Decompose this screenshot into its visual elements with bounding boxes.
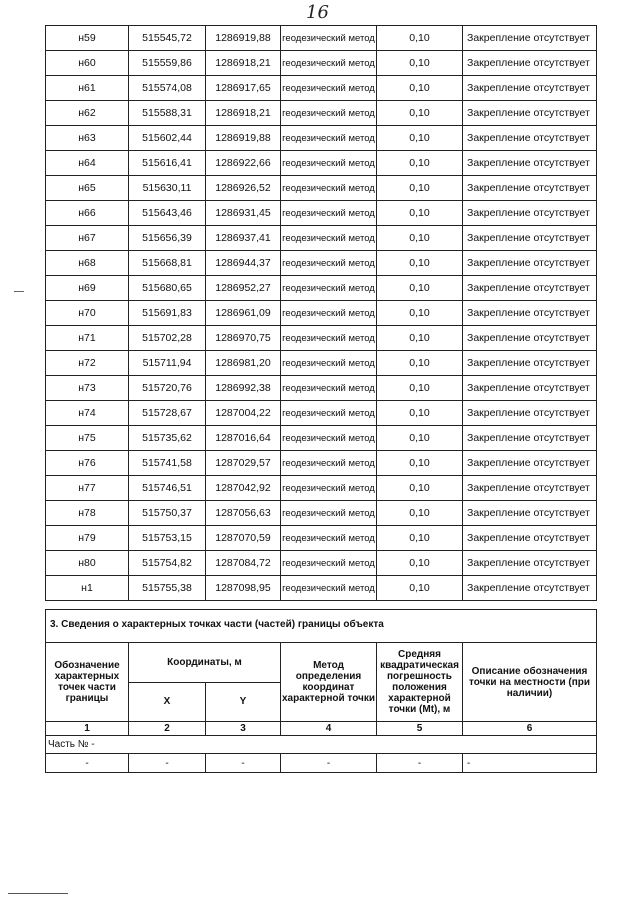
- method-cell: геодезический метод: [281, 151, 377, 176]
- coord-y: 1286919,88: [206, 126, 281, 151]
- table-row: [46, 301, 597, 326]
- column-number: 3: [206, 722, 281, 736]
- table-row: [46, 276, 597, 301]
- coord-y: 1287098,95: [206, 576, 281, 601]
- accuracy-cell: 0,10: [377, 226, 463, 251]
- point-name: н72: [46, 351, 129, 376]
- point-name: н71: [46, 326, 129, 351]
- header-method: Метод определения координат характерной точки: [281, 643, 377, 722]
- coord-x: 515741,58: [129, 451, 206, 476]
- column-numbers-row: [46, 722, 597, 736]
- description-cell: Закрепление отсутствует: [463, 151, 597, 176]
- table-cell: -: [463, 754, 597, 773]
- method-cell: геодезический метод: [281, 326, 377, 351]
- description-cell: Закрепление отсутствует: [463, 501, 597, 526]
- accuracy-cell: 0,10: [377, 101, 463, 126]
- table-row: [46, 251, 597, 276]
- coord-y: 1286917,65: [206, 76, 281, 101]
- description-cell: Закрепление отсутствует: [463, 426, 597, 451]
- coord-y: 1286970,75: [206, 326, 281, 351]
- point-name: н67: [46, 226, 129, 251]
- table-row: [46, 151, 597, 176]
- point-name: н77: [46, 476, 129, 501]
- table-row: [46, 551, 597, 576]
- point-name: н59: [46, 26, 129, 51]
- accuracy-cell: 0,10: [377, 501, 463, 526]
- coord-x: 515754,82: [129, 551, 206, 576]
- description-cell: Закрепление отсутствует: [463, 251, 597, 276]
- point-name: н60: [46, 51, 129, 76]
- method-cell: геодезический метод: [281, 26, 377, 51]
- coord-y: 1287084,72: [206, 551, 281, 576]
- coord-x: 515545,72: [129, 26, 206, 51]
- coord-x: 515643,46: [129, 201, 206, 226]
- coord-y: 1286961,09: [206, 301, 281, 326]
- method-cell: геодезический метод: [281, 426, 377, 451]
- coord-x: 515728,67: [129, 401, 206, 426]
- point-name: н78: [46, 501, 129, 526]
- table-row: [46, 401, 597, 426]
- coord-y: 1286922,66: [206, 151, 281, 176]
- header-x: X: [129, 682, 206, 722]
- coord-y: 1286937,41: [206, 226, 281, 251]
- method-cell: геодезический метод: [281, 376, 377, 401]
- description-cell: Закрепление отсутствует: [463, 326, 597, 351]
- table-cell: -: [46, 754, 129, 773]
- point-name: н68: [46, 251, 129, 276]
- description-cell: Закрепление отсутствует: [463, 276, 597, 301]
- accuracy-cell: 0,10: [377, 251, 463, 276]
- description-cell: Закрепление отсутствует: [463, 526, 597, 551]
- accuracy-cell: 0,10: [377, 351, 463, 376]
- accuracy-cell: 0,10: [377, 401, 463, 426]
- column-number: 5: [377, 722, 463, 736]
- section3-title: 3. Сведения о характерных точках части (частей) границы объекта: [46, 610, 597, 643]
- header-coordinates: Координаты, м: [129, 643, 281, 683]
- table-row: [46, 101, 597, 126]
- table-row: [46, 426, 597, 451]
- accuracy-cell: 0,10: [377, 426, 463, 451]
- table-row: [46, 476, 597, 501]
- accuracy-cell: 0,10: [377, 126, 463, 151]
- accuracy-cell: 0,10: [377, 201, 463, 226]
- method-cell: геодезический метод: [281, 101, 377, 126]
- coord-y: 1286918,21: [206, 51, 281, 76]
- method-cell: геодезический метод: [281, 251, 377, 276]
- coord-y: 1287016,64: [206, 426, 281, 451]
- accuracy-cell: 0,10: [377, 51, 463, 76]
- accuracy-cell: 0,10: [377, 526, 463, 551]
- coord-y: 1286981,20: [206, 351, 281, 376]
- points-table: [45, 25, 597, 601]
- table-row: [46, 176, 597, 201]
- coord-y: 1287056,63: [206, 501, 281, 526]
- coord-y: 1287029,57: [206, 451, 281, 476]
- point-name: н66: [46, 201, 129, 226]
- method-cell: геодезический метод: [281, 451, 377, 476]
- description-cell: Закрепление отсутствует: [463, 551, 597, 576]
- accuracy-cell: 0,10: [377, 326, 463, 351]
- table-row: [46, 326, 597, 351]
- coord-x: 515680,65: [129, 276, 206, 301]
- table-row: [46, 576, 597, 601]
- part-label: Часть № -: [46, 736, 597, 754]
- table-row: [46, 451, 597, 476]
- description-cell: Закрепление отсутствует: [463, 101, 597, 126]
- coord-x: 515702,28: [129, 326, 206, 351]
- method-cell: геодезический метод: [281, 351, 377, 376]
- point-name: н64: [46, 151, 129, 176]
- point-name: н69: [46, 276, 129, 301]
- description-cell: Закрепление отсутствует: [463, 576, 597, 601]
- description-cell: Закрепление отсутствует: [463, 301, 597, 326]
- table-cell: -: [129, 754, 206, 773]
- description-cell: Закрепление отсутствует: [463, 226, 597, 251]
- method-cell: геодезический метод: [281, 201, 377, 226]
- point-name: н63: [46, 126, 129, 151]
- coord-y: 1286992,38: [206, 376, 281, 401]
- accuracy-cell: 0,10: [377, 301, 463, 326]
- description-cell: Закрепление отсутствует: [463, 76, 597, 101]
- footer-line: [8, 893, 68, 894]
- point-name: н62: [46, 101, 129, 126]
- table-row: [46, 126, 597, 151]
- coord-x: 515616,41: [129, 151, 206, 176]
- table-row: [46, 501, 597, 526]
- description-cell: Закрепление отсутствует: [463, 376, 597, 401]
- description-cell: Закрепление отсутствует: [463, 26, 597, 51]
- method-cell: геодезический метод: [281, 476, 377, 501]
- table-row: [46, 376, 597, 401]
- coord-x: 515602,44: [129, 126, 206, 151]
- description-cell: Закрепление отсутствует: [463, 126, 597, 151]
- accuracy-cell: 0,10: [377, 576, 463, 601]
- coord-x: 515746,51: [129, 476, 206, 501]
- table-cell: -: [206, 754, 281, 773]
- accuracy-cell: 0,10: [377, 151, 463, 176]
- accuracy-cell: 0,10: [377, 26, 463, 51]
- accuracy-cell: 0,10: [377, 476, 463, 501]
- point-name: н65: [46, 176, 129, 201]
- coord-y: 1287042,92: [206, 476, 281, 501]
- coord-x: 515668,81: [129, 251, 206, 276]
- description-cell: Закрепление отсутствует: [463, 401, 597, 426]
- point-name: н76: [46, 451, 129, 476]
- table-row: [46, 226, 597, 251]
- description-cell: Закрепление отсутствует: [463, 176, 597, 201]
- column-number: 1: [46, 722, 129, 736]
- column-number: 4: [281, 722, 377, 736]
- method-cell: геодезический метод: [281, 176, 377, 201]
- table-row: [46, 351, 597, 376]
- coord-x: 515559,86: [129, 51, 206, 76]
- coord-y: 1286952,27: [206, 276, 281, 301]
- point-name: н79: [46, 526, 129, 551]
- header-y: Y: [206, 682, 281, 722]
- method-cell: геодезический метод: [281, 76, 377, 101]
- point-name: н74: [46, 401, 129, 426]
- part-data-row: [46, 754, 597, 773]
- description-cell: Закрепление отсутствует: [463, 476, 597, 501]
- table-row: [46, 201, 597, 226]
- point-name: н80: [46, 551, 129, 576]
- coord-x: 515720,76: [129, 376, 206, 401]
- point-name: н73: [46, 376, 129, 401]
- table-row: [46, 76, 597, 101]
- point-name: н1: [46, 576, 129, 601]
- method-cell: геодезический метод: [281, 501, 377, 526]
- coord-y: 1286926,52: [206, 176, 281, 201]
- coord-x: 515656,39: [129, 226, 206, 251]
- coord-x: 515711,94: [129, 351, 206, 376]
- coord-x: 515753,15: [129, 526, 206, 551]
- description-cell: Закрепление отсутствует: [463, 351, 597, 376]
- accuracy-cell: 0,10: [377, 551, 463, 576]
- margin-mark: [14, 291, 24, 292]
- coord-y: 1287004,22: [206, 401, 281, 426]
- section3-table: [45, 609, 597, 773]
- page-number: 16: [306, 2, 329, 23]
- accuracy-cell: 0,10: [377, 76, 463, 101]
- method-cell: геодезический метод: [281, 126, 377, 151]
- coord-x: 515735,62: [129, 426, 206, 451]
- method-cell: геодезический метод: [281, 576, 377, 601]
- accuracy-cell: 0,10: [377, 451, 463, 476]
- coord-y: 1286944,37: [206, 251, 281, 276]
- coord-x: 515630,11: [129, 176, 206, 201]
- header-designation: Обозначение характерных точек части границы: [46, 643, 129, 722]
- coord-x: 515574,08: [129, 76, 206, 101]
- column-number: 6: [463, 722, 597, 736]
- point-name: н61: [46, 76, 129, 101]
- coord-y: 1286918,21: [206, 101, 281, 126]
- accuracy-cell: 0,10: [377, 176, 463, 201]
- method-cell: геодезический метод: [281, 401, 377, 426]
- header-accuracy: Средняя квадратическая погрешность положения характерной точки (Mt), м: [377, 643, 463, 722]
- points-table-body: [46, 26, 597, 601]
- header-description: Описание обозначения точки на местности (при наличии): [463, 643, 597, 722]
- table-cell: -: [377, 754, 463, 773]
- description-cell: Закрепление отсутствует: [463, 51, 597, 76]
- method-cell: геодезический метод: [281, 551, 377, 576]
- column-number: 2: [129, 722, 206, 736]
- coord-y: 1286919,88: [206, 26, 281, 51]
- table-row: [46, 526, 597, 551]
- method-cell: геодезический метод: [281, 51, 377, 76]
- coord-x: 515588,31: [129, 101, 206, 126]
- coord-x: 515755,38: [129, 576, 206, 601]
- method-cell: геодезический метод: [281, 276, 377, 301]
- description-cell: Закрепление отсутствует: [463, 451, 597, 476]
- description-cell: Закрепление отсутствует: [463, 201, 597, 226]
- table-row: [46, 26, 597, 51]
- table-row: [46, 51, 597, 76]
- coord-y: 1286931,45: [206, 201, 281, 226]
- accuracy-cell: 0,10: [377, 276, 463, 301]
- method-cell: геодезический метод: [281, 226, 377, 251]
- coord-x: 515691,83: [129, 301, 206, 326]
- accuracy-cell: 0,10: [377, 376, 463, 401]
- coord-x: 515750,37: [129, 501, 206, 526]
- point-name: н75: [46, 426, 129, 451]
- table-cell: -: [281, 754, 377, 773]
- point-name: н70: [46, 301, 129, 326]
- coord-y: 1287070,59: [206, 526, 281, 551]
- method-cell: геодезический метод: [281, 301, 377, 326]
- method-cell: геодезический метод: [281, 526, 377, 551]
